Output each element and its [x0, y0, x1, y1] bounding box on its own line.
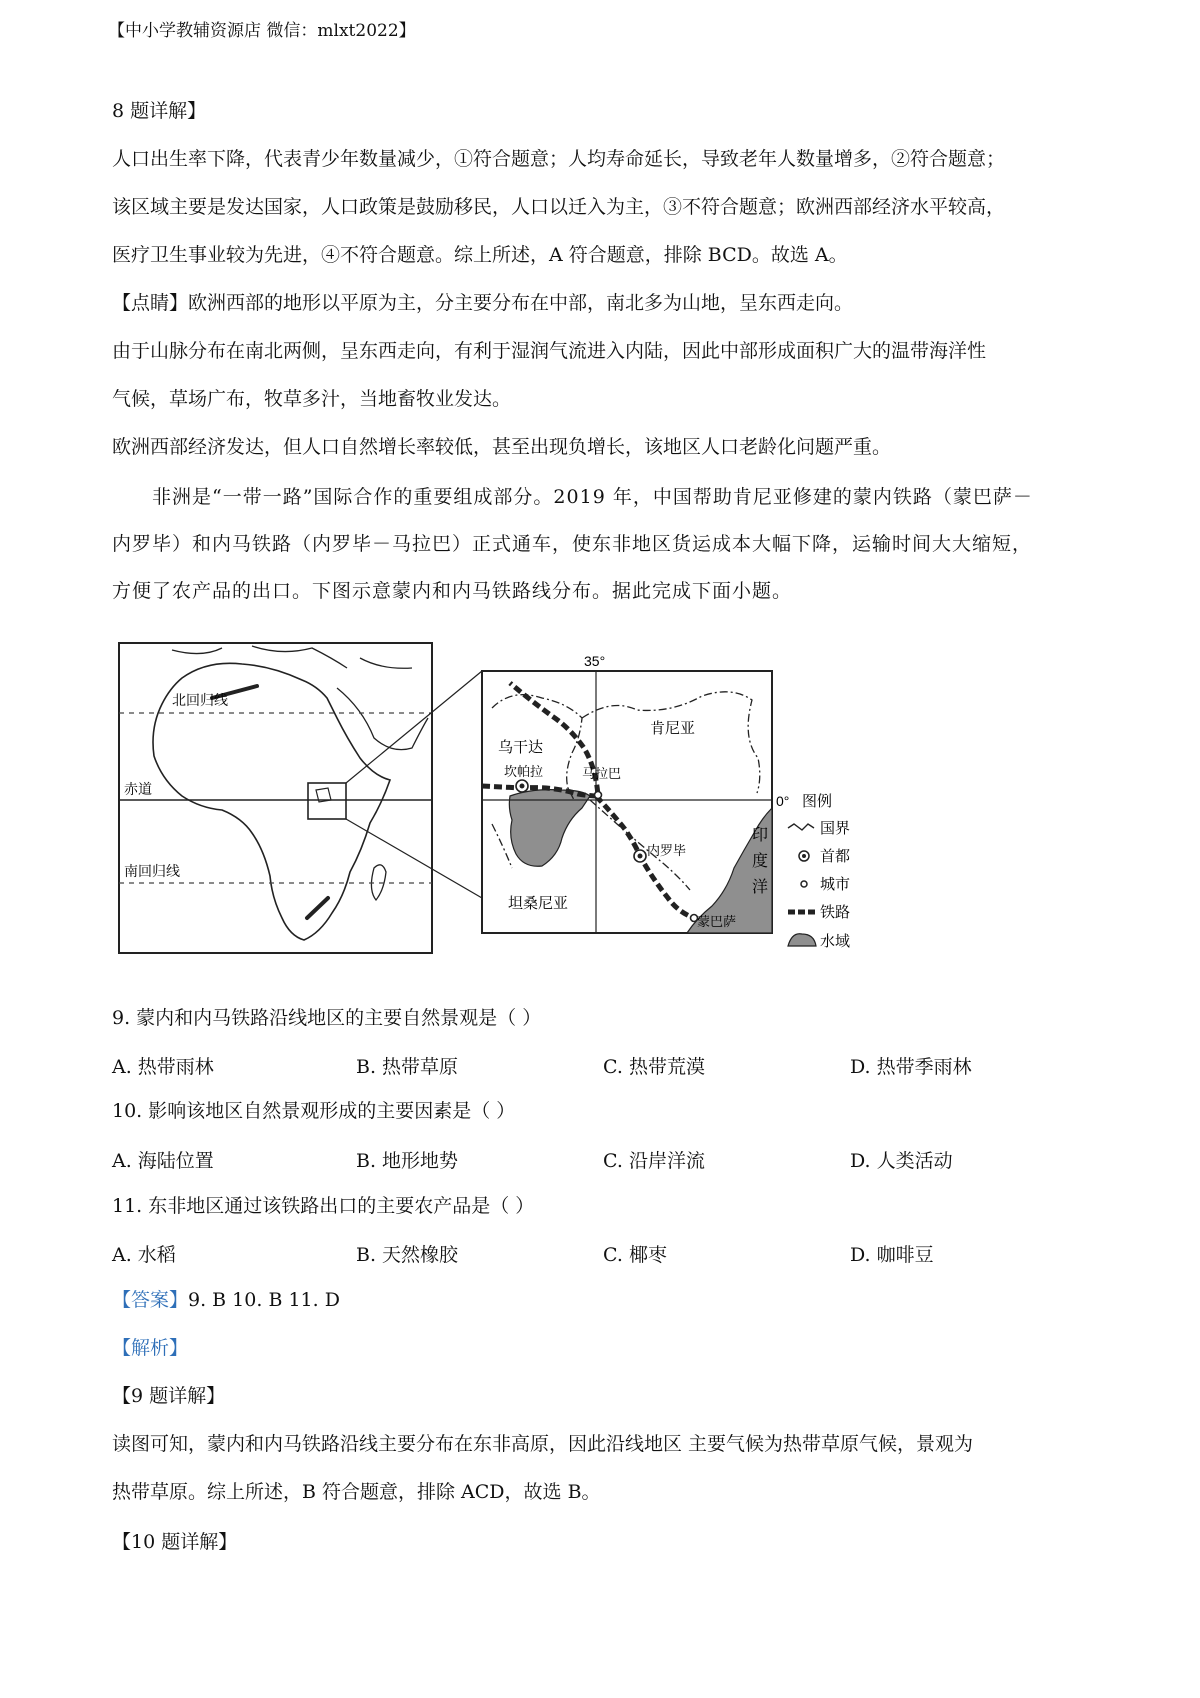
question-11-option-d: D. 咖啡豆 [850, 1244, 934, 1266]
tanzania-label: 坦桑尼亚 [508, 895, 569, 912]
parallel-label: 0° [776, 793, 790, 809]
legend-title: 图例 [802, 793, 833, 810]
legend-capital-dot [802, 854, 806, 858]
page-header-watermark: 【中小学教辅资源店 微信：mlxt2022】 [108, 21, 416, 41]
tropic-south-label: 南回归线 [124, 863, 180, 879]
q9-detail-title: 【9 题详解】 [112, 1385, 226, 1407]
question-10-option-b: B. 地形地势 [356, 1150, 459, 1172]
inset-detail-map [482, 653, 789, 933]
kampala-capital-dot [520, 784, 525, 789]
ocean-label-3: 洋 [752, 879, 769, 896]
equator-label: 赤道 [124, 781, 152, 797]
kenya-label: 肯尼亚 [650, 720, 696, 737]
meridian-label: 35° [584, 653, 606, 669]
legend-water-label: 水域 [820, 933, 851, 950]
q9-detail-line-2: 热带草原。综上所述，B 符合题意，排除 ACD，故选 B。 [112, 1481, 601, 1503]
legend-city-icon [801, 881, 807, 887]
q8-detail-line-1: 人口出生率下降，代表青少年数量减少，①符合题意；人均寿命延长，导致老年人数量增多，②符合题意； [112, 148, 1006, 170]
q9-detail-line-1: 读图可知，蒙内和内马铁路沿线主要分布在东非高原，因此沿线地区 主要气候为热带草原气候，景观为 [112, 1433, 974, 1455]
tip-text-1: 欧洲西部的地形以平原为主，分主要分布在中部，南北多为山地，呈东西走向。 [188, 292, 854, 314]
question-9-stem: 9. 蒙内和内马铁路沿线地区的主要自然景观是（ ） [112, 1007, 542, 1029]
question-10-option-d: D. 人类活动 [850, 1150, 953, 1172]
stem-line-3: 方便了农产品的出口。下图示意蒙内和内马铁路线分布。据此完成下面小题。 [112, 580, 793, 602]
answer-label: 【答案】 [112, 1289, 189, 1311]
question-stem [112, 474, 1102, 615]
analysis-label: 【解析】 [112, 1337, 189, 1359]
tip-label: 【点睛】 [112, 292, 189, 314]
legend-city-label: 城市 [820, 876, 851, 893]
stem-line-2: 内罗毕）和内马铁路（内罗毕－马拉巴）正式通车，使东非地区货运成本大幅下降，运输时间大大缩短， [112, 533, 1033, 555]
mombasa-label: 蒙巴萨 [697, 914, 737, 929]
legend-water-icon [788, 934, 816, 946]
question-11-option-a: A. 水稻 [112, 1244, 176, 1266]
legend-railway-label: 铁路 [820, 904, 851, 921]
tip-line-4: 欧洲西部经济发达，但人口自然增长率较低，甚至出现负增长，该地区人口老龄化问题严重。 [112, 436, 892, 458]
map-legend [788, 793, 850, 950]
q8-detail-line-3: 医疗卫生事业较为先进，④不符合题意。综上所述，A 符合题意，排除 BCD。故选 A。 [112, 244, 848, 266]
legend-capital-label: 首都 [820, 848, 851, 865]
lake-victoria-water [509, 790, 590, 867]
ocean-label-1: 印 [752, 827, 769, 844]
q8-detail-title: 8 题详解】 [112, 100, 207, 122]
border-tanzania-west [492, 824, 512, 868]
malaba-city-marker [595, 792, 602, 799]
answer-line [112, 1287, 340, 1313]
question-9-option-a: A. 热带雨林 [112, 1056, 214, 1078]
nairobi-capital-dot [638, 854, 643, 859]
question-11-stem: 11. 东非地区通过该铁路出口的主要农产品是（ ） [112, 1195, 535, 1217]
legend-border-icon [788, 824, 814, 830]
question-11-option-c: C. 椰枣 [603, 1244, 667, 1266]
question-10-option-a: A. 海陆位置 [112, 1150, 214, 1172]
stem-line-1: 非洲是“一带一路”国际合作的重要组成部分。2019 年，中国帮助肯尼亚修建的蒙内铁路（蒙巴萨－ [152, 486, 1033, 508]
question-9-option-b: B. 热带草原 [356, 1056, 459, 1078]
question-11-option-b: B. 天然橡胶 [356, 1244, 459, 1266]
ocean-label-2: 度 [752, 853, 769, 870]
q10-detail-title: 【10 题详解】 [112, 1531, 238, 1553]
europe-coast-fragment [172, 646, 412, 668]
africa-map-frame [119, 643, 432, 953]
legend-border-label: 国界 [820, 820, 851, 837]
answer-text: 9. B 10. B 11. D [188, 1289, 340, 1311]
question-10-stem: 10. 影响该地区自然景观形成的主要因素是（ ） [112, 1100, 516, 1122]
nairobi-label: 内罗毕 [647, 843, 687, 858]
zoom-connector-top [346, 671, 482, 783]
question-10-option-c: C. 沿岸洋流 [603, 1150, 705, 1172]
kampala-label: 坎帕拉 [504, 764, 544, 779]
question-9-option-d: D. 热带季雨林 [850, 1056, 972, 1078]
tip-line-3: 气候，草场广布，牧草多汁，当地畜牧业发达。 [112, 388, 512, 410]
africa-overview-map [119, 643, 432, 953]
railway-map-figure [112, 628, 942, 958]
uganda-label: 乌干达 [498, 739, 544, 756]
zoom-connector-bottom [346, 819, 482, 898]
tip-line-2: 由于山脉分布在南北两侧，呈东西走向，有利于湿润气流进入内陆，因此中部形成面积广大的温带海洋性 [112, 340, 987, 362]
sahara-strip-mark [307, 898, 328, 918]
arabia-coast-fragment [337, 688, 428, 750]
tropic-north-label: 北回归线 [172, 692, 228, 708]
malaba-label: 马拉巴 [582, 766, 622, 781]
q8-detail-line-2: 该区域主要是发达国家，人口政策是鼓励移民，人口以迁入为主，③不符合题意；欧洲西部经济水平较高， [112, 196, 1006, 218]
tip-line-1 [112, 290, 853, 316]
question-9-option-c: C. 热带荒漠 [603, 1056, 705, 1078]
